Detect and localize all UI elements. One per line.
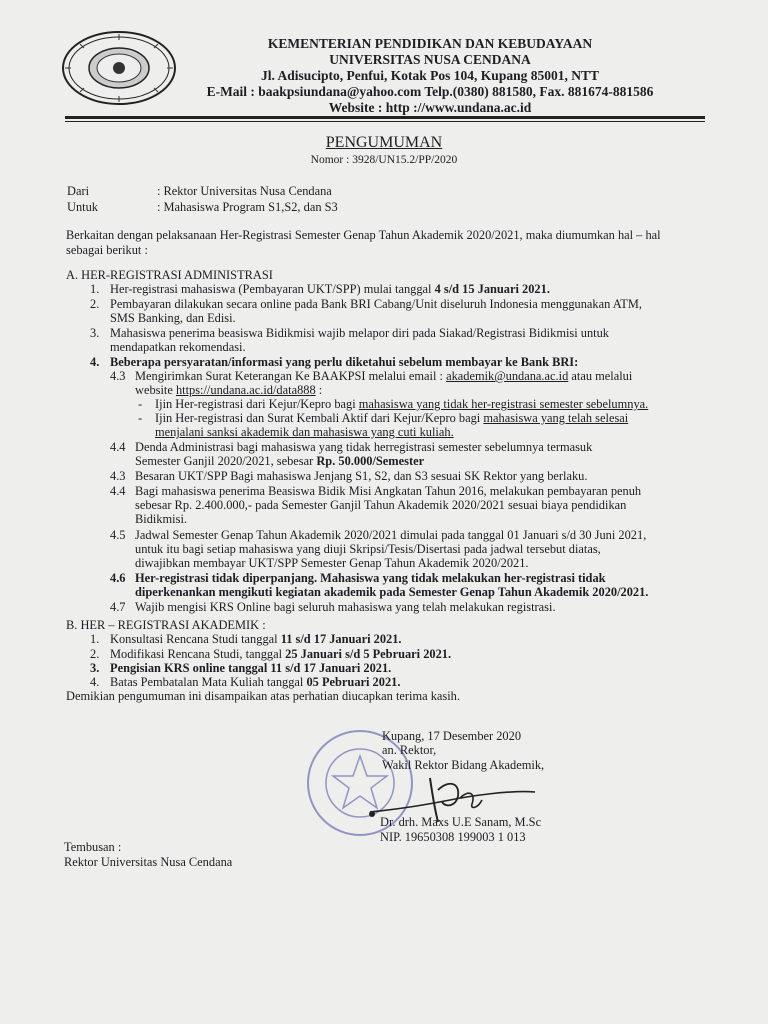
intro-line-1: Berkaitan dengan pelaksanaan Her-Registrasi Semester Genap Tahun Akademik 2020/2021, maka diumumkan hal – hal bbox=[66, 228, 661, 242]
sub-number: 4.4 bbox=[110, 440, 126, 454]
sub-number: 4.4 bbox=[110, 484, 126, 498]
contact-line: E-Mail : baakpsiundana@yahoo.com Telp.(0380) 881580, Fax. 881674-881586 bbox=[206, 84, 654, 99]
list-number: 2. bbox=[90, 647, 100, 661]
website-line: Website : http ://www.undana.ac.id bbox=[328, 100, 532, 115]
sub-number: 4.3 bbox=[110, 369, 126, 383]
signatory-name: Dr. drh. Maxs U.E Sanam, M.Sc bbox=[380, 815, 542, 829]
place-date: Kupang, 17 Desember 2020 bbox=[382, 729, 522, 743]
sub-item: Bagi mahasiswa penerima Beasiswa Bidik Misi Angkatan Tahun 2016, melakukan pembayaran penuh bbox=[135, 484, 642, 498]
university-logo bbox=[60, 28, 178, 108]
address: Jl. Adisucipto, Penfui, Kotak Pos 104, Kupang 85001, NTT bbox=[261, 68, 599, 83]
list-number: 4. bbox=[90, 675, 100, 689]
list-number: 3. bbox=[90, 326, 100, 340]
closing-text: Demikian pengumuman ini disampaikan atas perhatian diucapkan terima kasih. bbox=[66, 689, 460, 703]
signatory-position: Wakil Rektor Bidang Akademik, bbox=[382, 758, 545, 772]
dash-bullet: - bbox=[138, 411, 143, 425]
sub-number: 4.5 bbox=[110, 528, 126, 542]
sub-item: Besaran UKT/SPP Bagi mahasiswa Jenjang S1, S2, dan S3 sesuai SK Rektor yang berlaku. bbox=[135, 469, 588, 483]
list-item: Pengisian KRS online tanggal 11 s/d 17 Januari 2021. bbox=[110, 661, 392, 675]
university-name: UNIVERSITAS NUSA CENDANA bbox=[329, 52, 531, 67]
tembusan-value: Rektor Universitas Nusa Cendana bbox=[64, 855, 233, 869]
document-number: Nomor : 3928/UN15.2/PP/2020 bbox=[310, 154, 458, 166]
sub-number: 4.3 bbox=[110, 469, 126, 483]
sub-item: Her-registrasi tidak diperpanjang. Mahasiswa yang tidak melakukan her-registrasi tidak bbox=[135, 571, 606, 585]
sub-item-cont: diwajibkan membayar UKT/SPP Semester Genap Tahun Akademik 2020/2021. bbox=[135, 556, 529, 570]
from-label: Dari bbox=[67, 184, 90, 198]
list-number: 2. bbox=[90, 297, 100, 311]
header-rule-thin bbox=[65, 121, 705, 122]
signatory-nip: NIP. 19650308 199003 1 013 bbox=[380, 830, 526, 844]
section-a-title: A. HER-REGISTRASI ADMINISTRASI bbox=[66, 268, 273, 282]
sub-item-cont: sebesar Rp. 2.400.000,- pada Semester Ganjil Tahun Akademik 2020/2021 sesuai biaya pendidikan bbox=[135, 498, 627, 512]
list-number: 1. bbox=[90, 282, 100, 296]
sub-item-cont: diperkenankan mengikuti kegiatan akademik pada Semester Genap Tahun Akademik 2020/2021. bbox=[135, 585, 649, 599]
list-item-cont: mendapatkan rekomendasi. bbox=[110, 340, 246, 354]
sub-number: 4.7 bbox=[110, 600, 126, 614]
list-number: 1. bbox=[90, 632, 100, 646]
sub-item-cont: Semester Ganjil 2020/2021, sebesar Rp. 50.000/Semester bbox=[135, 454, 425, 468]
dash-item-cont: menjalani sanksi akademik dan mahasiswa yang cuti kuliah. bbox=[155, 425, 454, 439]
list-item: Modifikasi Rencana Studi, tanggal 25 Januari s/d 5 Pebruari 2021. bbox=[110, 647, 452, 661]
list-item: Pembayaran dilakukan secara online pada Bank BRI Cabang/Unit diseluruh Indonesia menggunakan ATM, bbox=[110, 297, 642, 311]
from-value: : Rektor Universitas Nusa Cendana bbox=[157, 184, 332, 198]
list-item: Beberapa persyaratan/informasi yang perlu diketahui sebelum membayar ke Bank BRI: bbox=[110, 355, 579, 369]
dash-item: Ijin Her-registrasi dari Kejur/Kepro bagi mahasiswa yang tidak her-registrasi semester sebelumnya. bbox=[155, 397, 649, 411]
on-behalf: an. Rektor, bbox=[382, 743, 437, 757]
list-item: Batas Pembatalan Mata Kuliah tanggal 05 Pebruari 2021. bbox=[110, 675, 401, 689]
dash-bullet: - bbox=[138, 397, 143, 411]
list-item-cont: SMS Banking, dan Edisi. bbox=[110, 311, 236, 325]
sub-item-cont: untuk itu bagi setiap mahasiswa yang diuji Skripsi/Tesis/Disertasi pada jadwal tersebut diatas, bbox=[135, 542, 601, 556]
list-item: Konsultasi Rencana Studi tanggal 11 s/d 17 Januari 2021. bbox=[110, 632, 402, 646]
sub-item-cont: website https://undana.ac.id/data888 : bbox=[135, 383, 323, 397]
header-rule-thick bbox=[65, 116, 705, 119]
sub-item: Jadwal Semester Genap Tahun Akademik 2020/2021 dimulai pada tanggal 01 Januari s/d 30 Juni 2021, bbox=[135, 528, 647, 542]
intro-line-2: sebagai berikut : bbox=[66, 243, 148, 257]
ministry-name: KEMENTERIAN PENDIDIKAN DAN KEBUDAYAAN bbox=[267, 36, 593, 51]
sub-item: Wajib mengisi KRS Online bagi seluruh mahasiswa yang telah melakukan registrasi. bbox=[135, 600, 556, 614]
sub-number: 4.6 bbox=[110, 571, 126, 585]
document-title: PENGUMUMAN bbox=[325, 134, 443, 151]
sub-item-cont: Bidikmisi. bbox=[135, 512, 187, 526]
dash-item: Ijin Her-registrasi dan Surat Kembali Aktif dari Kejur/Kepro bagi mahasiswa yang telah selesai bbox=[155, 411, 629, 425]
sub-item: Denda Administrasi bagi mahasiswa yang tidak herregistrasi semester sebelumnya termasuk bbox=[135, 440, 593, 454]
tembusan-label: Tembusan : bbox=[64, 840, 122, 854]
list-item: Mahasiswa penerima beasiswa Bidikmisi wajib melapor diri pada Siakad/Registrasi Bidikmisi untuk bbox=[110, 326, 609, 340]
email-link[interactable]: akademik@undana.ac.id bbox=[446, 369, 569, 383]
website-link[interactable]: https://undana.ac.id/data888 bbox=[175, 383, 316, 397]
to-value: : Mahasiswa Program S1,S2, dan S3 bbox=[157, 200, 338, 214]
list-number: 3. bbox=[90, 661, 100, 675]
section-b-title: B. HER – REGISTRASI AKADEMIK : bbox=[66, 618, 266, 632]
list-number: 4. bbox=[90, 355, 100, 369]
to-label: Untuk bbox=[67, 200, 98, 214]
list-item: Her-registrasi mahasiswa (Pembayaran UKT/SPP) mulai tanggal 4 s/d 15 Januari 2021. bbox=[110, 282, 550, 296]
sub-item: Mengirimkan Surat Keterangan Ke BAAKPSI melalui email : akademik@undana.ac.id atau melalui bbox=[135, 369, 633, 383]
